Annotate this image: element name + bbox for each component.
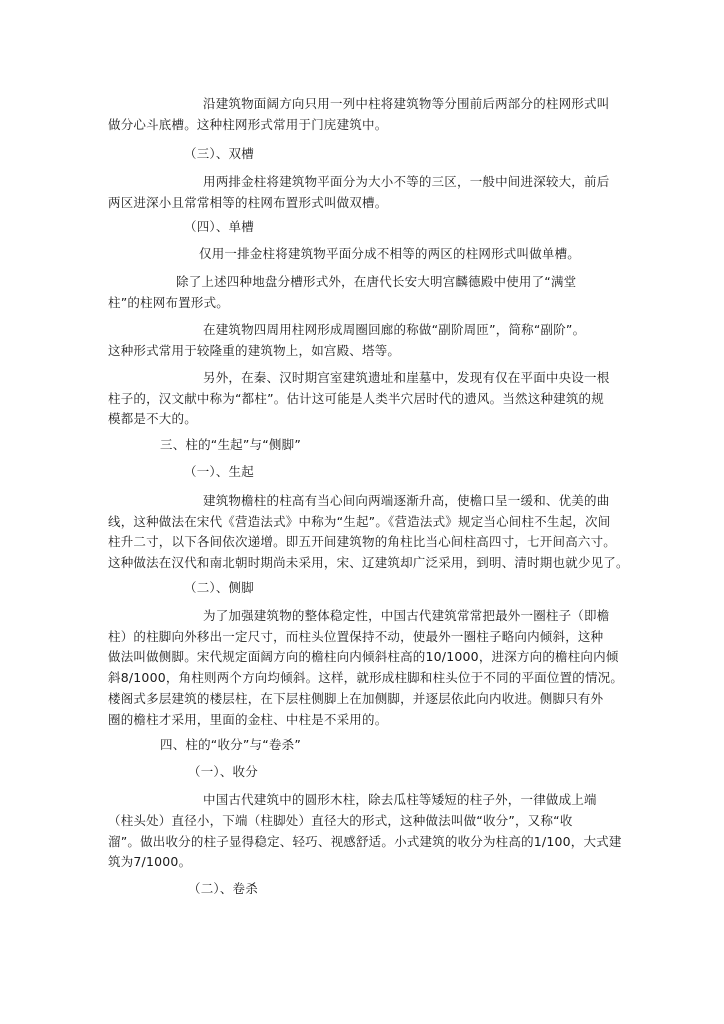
body-text-line: （柱头处）直径小，下端（柱脚处）直径大的形式，这种做法叫做“收分”，又称“收: [108, 813, 573, 828]
subsection-heading: （一）、收分: [188, 764, 258, 779]
body-text-line: 另外，在秦、汉时期宫室建筑遗址和崖墓中，发现有仅在平面中央设一根: [203, 370, 610, 385]
body-text-line: 在建筑物四周用柱网形成周圈回廊的称做“副阶周匝”，简称“副阶”。: [203, 322, 586, 337]
body-text-line: 除了上述四种地盘分槽形式外，在唐代长安大明宫麟德殿中使用了“满堂: [176, 274, 577, 289]
body-text-line: 模都是不大的。: [108, 411, 197, 426]
body-text-line: 沿建筑物面阔方向只用一列中柱将建筑物等分围前后两部分的柱网形式叫: [203, 96, 610, 111]
body-text-line: 用两排金柱将建筑物平面分为大小不等的三区，一般中间进深较大，前后: [203, 174, 610, 189]
subsection-heading: （二）、侧脚: [184, 580, 254, 595]
body-text-line: 柱子的，汉文献中称为“都柱”。估计这可能是人类半穴居时代的遗风。当然这种建筑的规: [108, 391, 604, 406]
body-text-line: 仅用一排金柱将建筑物平面分成不相等的两区的柱网形式叫做单槽。: [199, 246, 581, 261]
body-text-line: 柱）的柱脚向外移出一定尺寸，而柱头位置保持不动，使最外一圈柱子略向内倾斜，这种: [108, 629, 604, 644]
section-heading: 四、柱的“收分”与“卷杀”: [160, 737, 302, 752]
body-text-line: 这种形式常用于较隆重的建筑物上，如宫殿、塔等。: [108, 343, 401, 358]
body-text-line: 圈的檐柱才采用，里面的金柱、中柱是不采用的。: [108, 712, 388, 727]
body-text-line: 做分心斗底槽。这种柱网形式常用于门庑建筑中。: [108, 117, 388, 132]
subsection-heading: （四）、单槽: [184, 219, 254, 234]
body-text-line: 做法叫做侧脚。宋代规定面阔方向的檐柱向内倾斜柱高的10/1000，进深方向的檐柱向内倾: [108, 649, 619, 664]
subsection-heading: （三）、双槽: [184, 146, 254, 161]
body-text-line: 这种做法在汉代和南北朝时期尚未采用，宋、辽建筑却广泛采用，到明、清时期也就少见了。: [108, 555, 629, 570]
subsection-heading: （二）、卷杀: [188, 881, 258, 896]
body-text-line: 柱升二寸，以下各间依次递增。即五开间建筑物的角柱比当心间柱高四寸，七开间高六寸。: [108, 534, 617, 549]
body-text-line: 建筑物檐柱的柱高有当心间向两端逐渐升高，使檐口呈一缓和、优美的曲: [203, 493, 610, 508]
body-text-line: 柱”的柱网布置形式。: [108, 295, 229, 310]
body-text-line: 两区进深小且常常相等的柱网布置形式叫做双槽。: [108, 195, 388, 210]
body-text-line: 为了加强建筑物的整体稳定性，中国古代建筑常常把最外一圈柱子（即檐: [203, 608, 610, 623]
subsection-heading: （一）、生起: [184, 464, 254, 479]
body-text-line: 斜8/1000，角柱则两个方向均倾斜。这样，就形成柱脚和柱头位于不同的平面位置的情况。: [108, 670, 624, 685]
body-text-line: 溜”。做出收分的柱子显得稳定、轻巧、视感舒适。小式建筑的收分为柱高的1/100，大式建: [108, 834, 622, 849]
body-text-line: 中国古代建筑中的圆形木柱，除去瓜柱等矮短的柱子外，一律做成上端: [203, 792, 597, 807]
body-text-line: 筑为7/1000。: [108, 854, 192, 869]
body-text-line: 线，这种做法在宋代《营造法式》中称为“生起”。《营造法式》规定当心间柱不生起，次间: [108, 514, 611, 529]
body-text-line: 楼阁式多层建筑的楼层柱，在下层柱侧脚上在加侧脚，并逐层依此向内收进。侧脚只有外: [108, 691, 604, 706]
section-heading: 三、柱的“生起”与“侧脚”: [160, 437, 302, 452]
